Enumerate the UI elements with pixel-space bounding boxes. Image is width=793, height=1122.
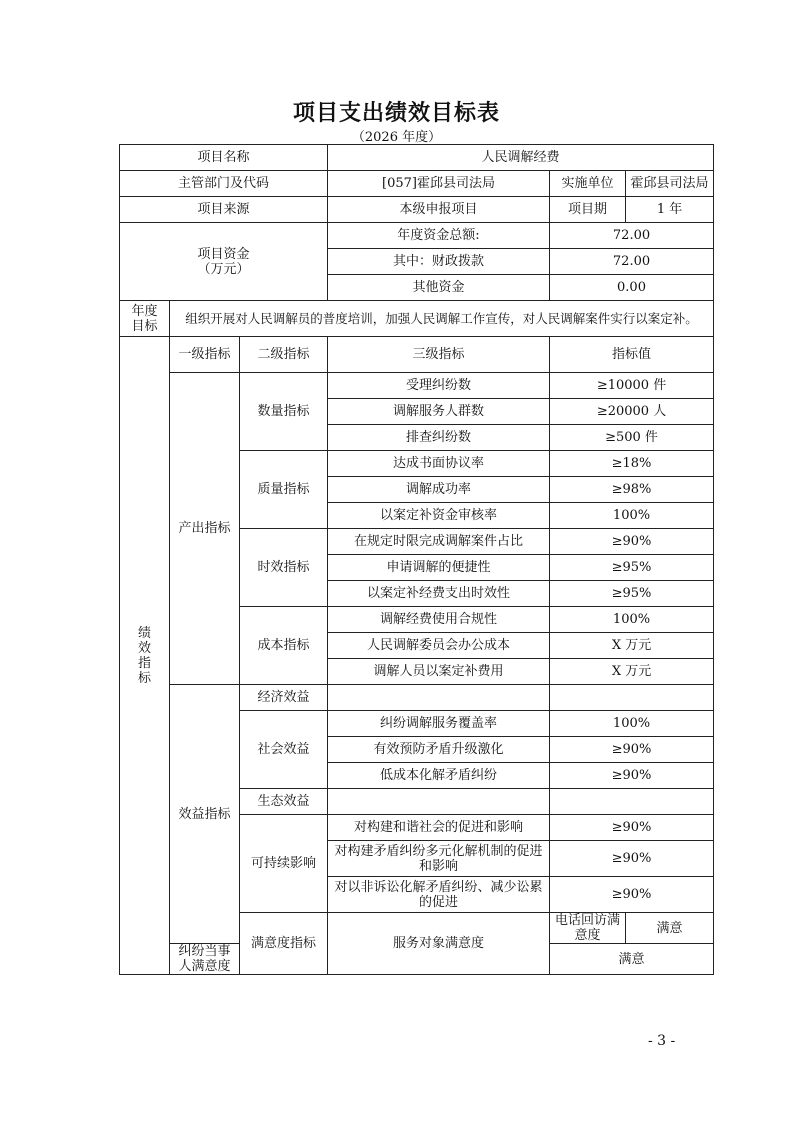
performance-table (119, 144, 714, 975)
indicator-value: ≥90% (550, 841, 714, 877)
table-row (120, 373, 714, 399)
side-char-1: 绩 (137, 625, 151, 641)
indicator-value: ≥10000 件 (550, 373, 714, 399)
indicator-name: 有效预防矛盾升级激化 (328, 737, 550, 763)
funds-other-value: 0.00 (550, 275, 714, 301)
indicator-value: 满意 (626, 913, 714, 944)
goal-label (120, 301, 170, 337)
funds-fiscal-value: 72.00 (550, 249, 714, 275)
funds-other-label: 其他资金 (328, 275, 550, 301)
social-benefit-label: 社会效益 (240, 711, 328, 789)
indicator-name: 人民调解委员会办公成本 (328, 633, 550, 659)
output-indicator-label: 产出指标 (170, 373, 240, 685)
department-value: [057]霍邱县司法局 (328, 171, 550, 197)
goal-text: 组织开展对人民调解员的普度培训，加强人民调解工作宣传，对人民调解案件实行以案定补。 (170, 301, 714, 337)
goal-label-line1: 年度 (131, 303, 158, 319)
indicator-name: 受理纠纷数 (328, 373, 550, 399)
implementing-unit-value: 霍邱县司法局 (626, 171, 714, 197)
indicator-name: 对构建和谐社会的促进和影响 (328, 815, 550, 841)
indicator-name: 在规定时限完成调解案件占比 (328, 529, 550, 555)
side-char-3: 指 (137, 655, 151, 671)
funds-label (120, 223, 328, 301)
satisfaction-indicator-label: 满意度指标 (240, 913, 328, 975)
indicator-name: 以案定补资金审核率 (328, 503, 550, 529)
year-subtitle: （2026 年度） (351, 130, 442, 145)
indicator-value (550, 789, 714, 815)
project-name-row (120, 145, 714, 171)
indicator-name: 纠纷当事人满意度 (170, 944, 240, 975)
indicator-name (328, 685, 550, 711)
indicator-value: X 万元 (550, 633, 714, 659)
source-label: 项目来源 (120, 197, 328, 223)
department-label: 主管部门及代码 (120, 171, 328, 197)
indicator-name: 调解服务人群数 (328, 399, 550, 425)
funds-fiscal-label: 其中：财政拨款 (328, 249, 550, 275)
indicator-value: ≥98% (550, 477, 714, 503)
indicator-value: ≥95% (550, 555, 714, 581)
funds-label-line2: （万元） (197, 261, 250, 277)
project-name-label: 项目名称 (120, 145, 328, 171)
funds-total-value: 72.00 (550, 223, 714, 249)
funds-total-row (120, 223, 714, 249)
indicator-value: ≥90% (550, 737, 714, 763)
header-level3: 三级指标 (328, 337, 550, 373)
indicator-value: 100% (550, 503, 714, 529)
indicator-name: 纠纷调解服务覆盖率 (328, 711, 550, 737)
benefit-indicator-label: 效益指标 (170, 685, 240, 944)
indicator-value: 100% (550, 607, 714, 633)
project-name-value: 人民调解经费 (328, 145, 714, 171)
goal-label-line2: 目标 (131, 318, 158, 334)
quantity-indicator-label: 数量指标 (240, 373, 328, 451)
page-number: - 3 - (648, 1033, 676, 1049)
indicator-header-row (120, 337, 714, 373)
source-row (120, 197, 714, 223)
indicator-name: 申请调解的便捷性 (328, 555, 550, 581)
indicator-name: 达成书面协议率 (328, 451, 550, 477)
performance-indicator-side-label (120, 337, 170, 975)
cost-indicator-label: 成本指标 (240, 607, 328, 685)
indicator-name: 调解成功率 (328, 477, 550, 503)
indicator-value: ≥20000 人 (550, 399, 714, 425)
indicator-value: 满意 (550, 944, 714, 975)
economic-benefit-label: 经济效益 (240, 685, 328, 711)
quality-indicator-label: 质量指标 (240, 451, 328, 529)
indicator-name: 调解经费使用合规性 (328, 607, 550, 633)
source-value: 本级申报项目 (328, 197, 550, 223)
indicator-value: ≥18% (550, 451, 714, 477)
period-label: 项目期 (550, 197, 626, 223)
indicator-value: ≥90% (550, 763, 714, 789)
indicator-name: 调解人员以案定补费用 (328, 659, 550, 685)
eco-benefit-label: 生态效益 (240, 789, 328, 815)
indicator-name: 对构建矛盾纠纷多元化解机制的促进和影响 (328, 841, 550, 877)
page-title: 项目支出绩效目标表 (292, 100, 500, 126)
funds-total-label: 年度资金总额: (328, 223, 550, 249)
indicator-value: X 万元 (550, 659, 714, 685)
indicator-value: ≥95% (550, 581, 714, 607)
indicator-name (328, 789, 550, 815)
service-satisfaction-label: 服务对象满意度 (328, 913, 550, 975)
header-level2: 二级指标 (240, 337, 328, 373)
sustainability-label: 可持续影响 (240, 815, 328, 913)
period-value: 1 年 (626, 197, 714, 223)
indicator-value: ≥90% (550, 877, 714, 913)
goal-row (120, 301, 714, 337)
time-indicator-label: 时效指标 (240, 529, 328, 607)
header-value: 指标值 (550, 337, 714, 373)
side-char-4: 标 (137, 670, 151, 686)
indicator-name: 排查纠纷数 (328, 425, 550, 451)
indicator-value: ≥500 件 (550, 425, 714, 451)
department-row (120, 171, 714, 197)
indicator-value: 100% (550, 711, 714, 737)
header-level1: 一级指标 (170, 337, 240, 373)
indicator-value: ≥90% (550, 529, 714, 555)
implementing-unit-label: 实施单位 (550, 171, 626, 197)
indicator-name: 以案定补经费支出时效性 (328, 581, 550, 607)
indicator-name: 对以非诉讼化解矛盾纠纷、减少讼累的促进 (328, 877, 550, 913)
indicator-value (550, 685, 714, 711)
indicator-value: ≥90% (550, 815, 714, 841)
table-row (120, 685, 714, 711)
indicator-name: 低成本化解矛盾纠纷 (328, 763, 550, 789)
funds-label-line1: 项目资金 (197, 246, 250, 262)
side-char-2: 效 (137, 640, 151, 656)
indicator-name: 电话回访满意度 (550, 913, 626, 944)
